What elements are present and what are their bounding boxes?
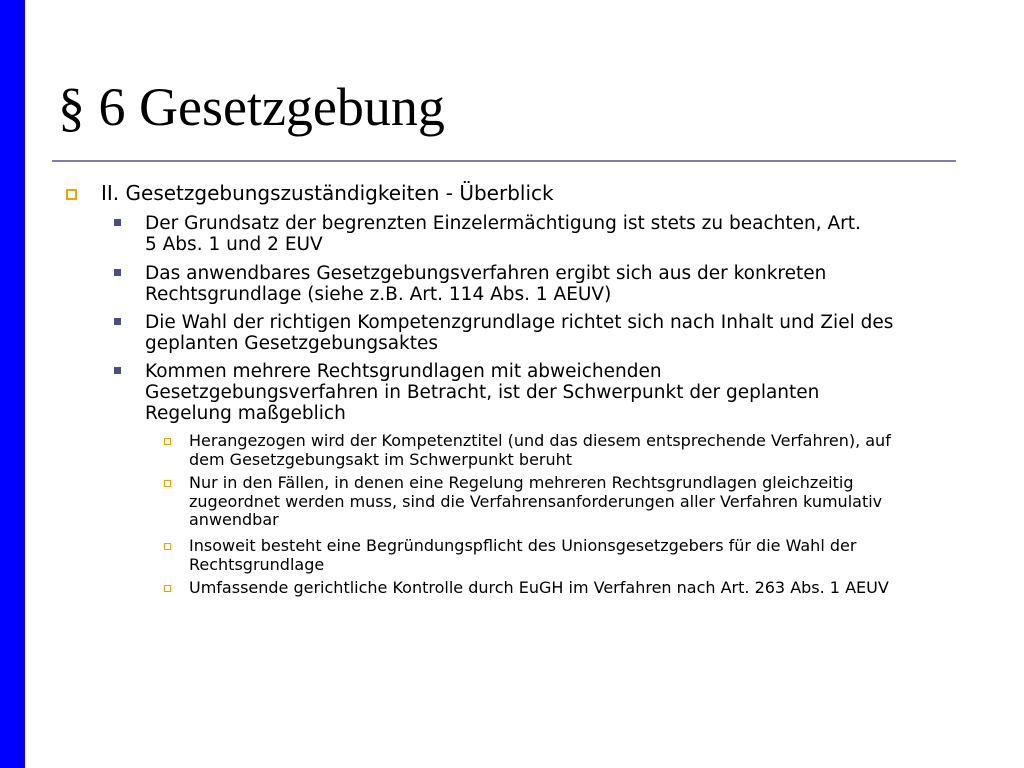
subpoint-text: Umfassende gerichtliche Kontrolle durch EuGH im Verfahren nach Art. 263 Abs. 1 AEUV [189, 578, 889, 597]
square-bullet-icon [114, 318, 121, 325]
hollow-square-bullet-icon [164, 543, 171, 550]
bullet-level1 [101, 181, 554, 205]
point-text: Kommen mehrere Rechtsgrundlagen mit abweichenden Gesetzgebungsverfahren in Betracht, ist der Schwerpunkt der geplanten Regelung maßgeblich [145, 361, 820, 424]
bullet-level2 [145, 263, 885, 305]
hollow-square-bullet-icon [66, 189, 77, 200]
bullet-level3 [189, 579, 949, 598]
bullet-level2 [145, 213, 875, 255]
square-bullet-icon [114, 269, 121, 276]
hollow-square-bullet-icon [164, 438, 171, 445]
bullet-level3 [189, 432, 919, 469]
subpoint-text: Insoweit besteht eine Begründungspflicht des Unionsgesetzgebers für die Wahl der Rechtsgrundlage [189, 536, 857, 574]
bullet-level3 [189, 537, 949, 574]
hollow-square-bullet-icon [164, 480, 171, 487]
slide-title: § 6 Gesetzgebung [58, 77, 445, 137]
point-text: Das anwendbares Gesetzgebungsverfahren ergibt sich aus der konkreten Rechtsgrundlage (siehe z.B. Art. 114 Abs. 1 AEUV) [145, 263, 827, 305]
point-text: Die Wahl der richtigen Kompetenzgrundlage richtet sich nach Inhalt und Ziel des geplanten Gesetzgebungsaktes [145, 312, 894, 354]
point-text: Der Grundsatz der begrenzten Einzelermächtigung ist stets zu beachten, Art. 5 Abs. 1 und 2 EUV [145, 213, 861, 255]
square-bullet-icon [114, 367, 121, 374]
subpoint-text: Herangezogen wird der Kompetenztitel (und das diesem entsprechende Verfahren), auf dem Gesetzgebungsakt im Schwerpunkt beruht [189, 431, 891, 469]
hollow-square-bullet-icon [164, 585, 171, 592]
subpoint-text: Nur in den Fällen, in denen eine Regelung mehreren Rechtsgrundlagen gleichzeitig zugeordnet werden muss, sind die Verfahrensanforderungen aller Verfahren kumulativ anwendbar [189, 473, 883, 529]
bullet-level3 [189, 474, 929, 530]
bullet-level2 [145, 312, 935, 354]
section-heading: II. Gesetzgebungszuständigkeiten - Überblick [101, 181, 554, 205]
square-bullet-icon [114, 219, 121, 226]
bullet-level2 [145, 361, 885, 424]
